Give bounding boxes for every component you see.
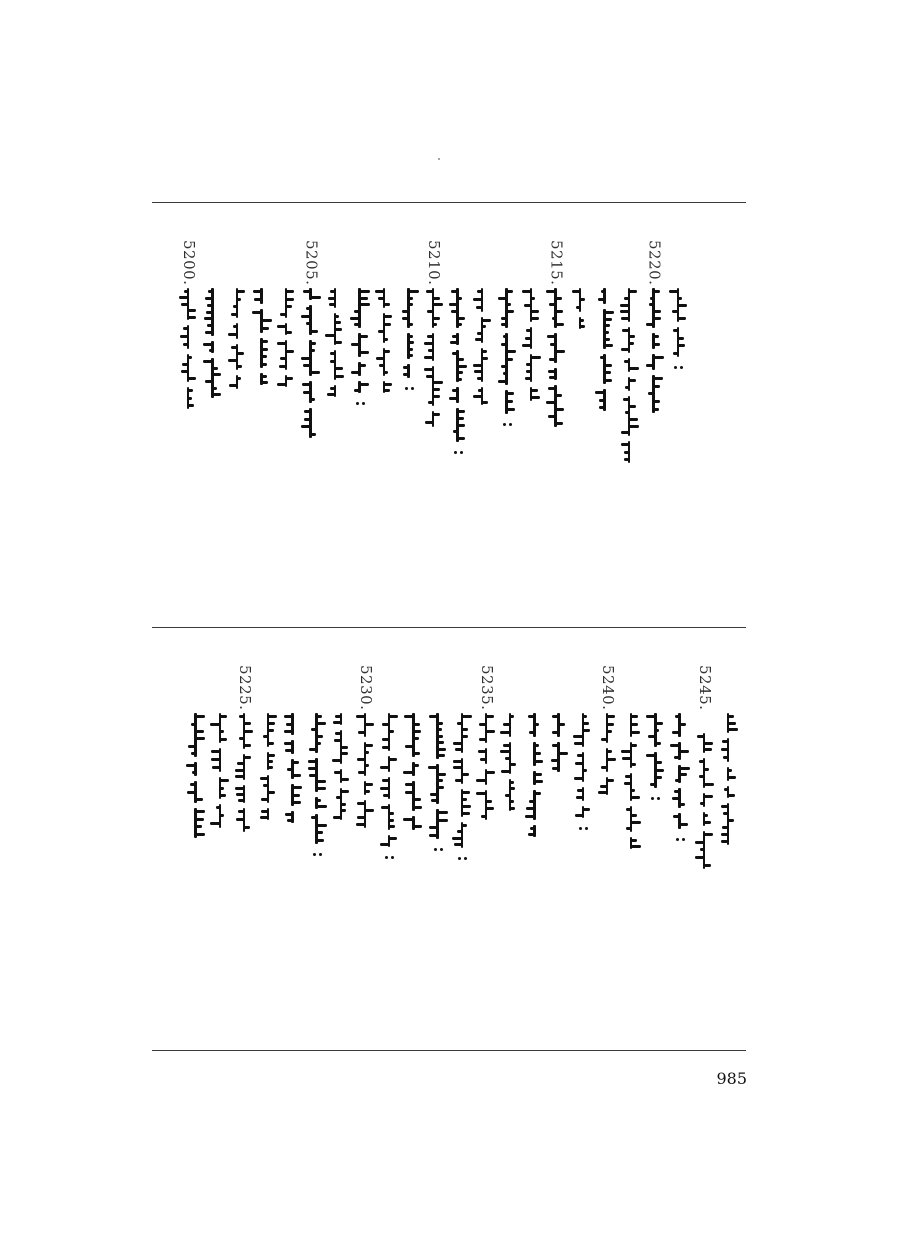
mongolian-word-glyph bbox=[453, 822, 471, 848]
mongolian-word-glyph bbox=[522, 327, 540, 349]
punctuation-mark bbox=[671, 834, 689, 848]
mongolian-word-glyph bbox=[179, 288, 197, 320]
mongolian-word-glyph bbox=[326, 313, 344, 345]
mongolian-script-line bbox=[477, 713, 495, 825]
mongolian-word-glyph bbox=[326, 385, 344, 397]
mongolian-word-glyph bbox=[179, 387, 197, 409]
mongolian-script-line bbox=[283, 713, 301, 828]
mongolian-word-glyph bbox=[547, 368, 565, 380]
mongolian-word-glyph bbox=[669, 288, 687, 322]
line-number: 5215. bbox=[547, 240, 566, 286]
mongolian-word-glyph bbox=[501, 742, 519, 774]
mongolian-script-line bbox=[525, 713, 543, 842]
rule-top bbox=[152, 202, 746, 203]
mongolian-word-glyph bbox=[332, 730, 350, 764]
mongolian-word-glyph bbox=[204, 341, 222, 353]
mongolian-word-glyph bbox=[574, 713, 592, 747]
mongolian-word-glyph bbox=[477, 790, 495, 820]
mongolian-word-glyph bbox=[400, 333, 418, 359]
mongolian-word-glyph bbox=[308, 713, 326, 753]
mongolian-word-glyph bbox=[498, 333, 516, 385]
mongolian-word-glyph bbox=[550, 713, 568, 737]
mongolian-word-glyph bbox=[547, 333, 565, 363]
mongolian-word-glyph bbox=[424, 333, 442, 361]
mongolian-word-glyph bbox=[525, 790, 543, 820]
mongolian-word-glyph bbox=[404, 762, 422, 776]
mongolian-word-glyph bbox=[179, 325, 197, 349]
mongolian-word-glyph bbox=[404, 816, 422, 830]
mongolian-word-glyph bbox=[283, 740, 301, 754]
mongolian-word-glyph bbox=[380, 756, 398, 772]
mongolian-word-glyph bbox=[424, 411, 442, 427]
mongolian-word-glyph bbox=[547, 288, 565, 328]
mongolian-script-line bbox=[400, 288, 418, 397]
mongolian-word-glyph bbox=[598, 748, 616, 772]
mongolian-script-line bbox=[380, 713, 398, 866]
mongolian-script-line bbox=[596, 288, 614, 416]
mongolian-word-glyph bbox=[356, 800, 374, 828]
mongolian-word-glyph bbox=[277, 288, 295, 318]
mongolian-word-glyph bbox=[498, 390, 516, 414]
mongolian-word-glyph bbox=[356, 742, 374, 776]
mongolian-word-glyph bbox=[477, 769, 495, 785]
mongolian-word-glyph bbox=[179, 354, 197, 382]
punctuation-mark bbox=[380, 852, 398, 866]
mongolian-script-line bbox=[259, 713, 277, 825]
mongolian-word-glyph bbox=[646, 713, 664, 747]
mongolian-word-glyph bbox=[211, 713, 229, 743]
mongolian-word-glyph bbox=[204, 288, 222, 336]
mongolian-word-glyph bbox=[187, 713, 205, 757]
mongolian-script-line bbox=[498, 288, 516, 433]
mongolian-script-line bbox=[547, 288, 565, 432]
mongolian-word-glyph bbox=[187, 762, 205, 776]
mongolian-word-glyph bbox=[671, 765, 689, 783]
mongolian-word-glyph bbox=[719, 767, 737, 781]
mongolian-script-line bbox=[277, 288, 295, 392]
mongolian-word-glyph bbox=[574, 787, 592, 801]
mongolian-word-glyph bbox=[525, 825, 543, 837]
mongolian-script-line bbox=[302, 288, 320, 443]
mongolian-word-glyph bbox=[596, 309, 614, 349]
mongolian-script-line bbox=[187, 713, 205, 843]
mongolian-word-glyph bbox=[622, 713, 640, 737]
mongolian-word-glyph bbox=[235, 785, 253, 803]
mongolian-script-line bbox=[356, 713, 374, 833]
punctuation-mark bbox=[646, 793, 664, 807]
mongolian-script-line bbox=[332, 713, 350, 825]
mongolian-word-glyph bbox=[622, 837, 640, 849]
mongolian-word-glyph bbox=[449, 288, 467, 328]
mongolian-script-line bbox=[228, 288, 246, 394]
mongolian-script-line bbox=[501, 713, 519, 816]
mongolian-word-glyph bbox=[449, 408, 467, 442]
mongolian-word-glyph bbox=[187, 808, 205, 838]
mongolian-word-glyph bbox=[332, 713, 350, 725]
mongolian-word-glyph bbox=[375, 288, 393, 308]
mongolian-word-glyph bbox=[473, 387, 491, 405]
mongolian-script-line bbox=[211, 713, 229, 833]
line-number: 5205. bbox=[302, 240, 321, 286]
mongolian-word-glyph bbox=[253, 373, 271, 385]
mongolian-word-glyph bbox=[574, 752, 592, 782]
mongolian-word-glyph bbox=[187, 781, 205, 803]
mongolian-word-glyph bbox=[400, 288, 418, 328]
mongolian-script-line bbox=[550, 713, 568, 777]
mongolian-word-glyph bbox=[356, 781, 374, 795]
mongolian-word-glyph bbox=[477, 713, 495, 743]
mongolian-word-glyph bbox=[695, 831, 713, 869]
mongolian-word-glyph bbox=[620, 377, 638, 391]
mongolian-word-glyph bbox=[571, 317, 589, 329]
mongolian-word-glyph bbox=[302, 305, 320, 335]
mongolian-word-glyph bbox=[302, 381, 320, 403]
mongolian-word-glyph bbox=[645, 354, 663, 370]
line-number: 5220. bbox=[645, 240, 664, 286]
mongolian-word-glyph bbox=[228, 323, 246, 339]
mongolian-word-glyph bbox=[501, 713, 519, 737]
mongolian-script-line bbox=[620, 288, 638, 468]
punctuation-mark bbox=[453, 853, 471, 867]
mongolian-word-glyph bbox=[400, 364, 418, 378]
mongolian-word-glyph bbox=[211, 777, 229, 799]
mongolian-word-glyph bbox=[308, 797, 326, 809]
mongolian-word-glyph bbox=[283, 811, 301, 823]
mongolian-word-glyph bbox=[473, 288, 491, 312]
mongolian-word-glyph bbox=[550, 742, 568, 772]
punctuation-mark bbox=[308, 849, 326, 863]
page-number: 985 bbox=[716, 1069, 747, 1088]
mongolian-script-line bbox=[646, 713, 664, 807]
mongolian-word-glyph bbox=[283, 759, 301, 779]
mongolian-word-glyph bbox=[351, 362, 369, 376]
mongolian-word-glyph bbox=[356, 713, 374, 737]
mongolian-word-glyph bbox=[380, 835, 398, 847]
punctuation-mark bbox=[400, 383, 418, 397]
mongolian-script-line bbox=[235, 713, 253, 837]
mongolian-word-glyph bbox=[622, 773, 640, 801]
mongolian-word-glyph bbox=[719, 713, 737, 733]
mongolian-word-glyph bbox=[669, 327, 687, 357]
mongolian-script-line bbox=[473, 288, 491, 410]
mongolian-word-glyph bbox=[622, 806, 640, 832]
lower-verse-block bbox=[160, 665, 740, 1045]
mongolian-script-line bbox=[571, 288, 589, 334]
mongolian-word-glyph bbox=[522, 387, 540, 401]
mongolian-word-glyph bbox=[429, 713, 447, 759]
mongolian-word-glyph bbox=[449, 350, 467, 382]
mongolian-word-glyph bbox=[671, 788, 689, 808]
mongolian-word-glyph bbox=[477, 748, 495, 764]
mongolian-word-glyph bbox=[453, 758, 471, 784]
mongolian-script-line bbox=[669, 288, 687, 376]
mongolian-script-line bbox=[204, 288, 222, 403]
line-number: 5225. bbox=[236, 665, 254, 711]
mongolian-word-glyph bbox=[453, 789, 471, 817]
mongolian-script-line bbox=[326, 288, 344, 402]
line-number: 5210. bbox=[425, 240, 443, 286]
mongolian-word-glyph bbox=[429, 809, 447, 839]
mongolian-word-glyph bbox=[522, 288, 540, 322]
mongolian-word-glyph bbox=[671, 813, 689, 829]
mongolian-word-glyph bbox=[646, 752, 664, 788]
mongolian-word-glyph bbox=[259, 752, 277, 770]
mongolian-script-line bbox=[253, 288, 271, 390]
mongolian-word-glyph bbox=[228, 344, 246, 370]
mongolian-word-glyph bbox=[453, 713, 471, 753]
mongolian-script-line bbox=[375, 288, 393, 398]
mongolian-word-glyph bbox=[332, 788, 350, 820]
mongolian-script-line bbox=[522, 288, 540, 406]
rule-middle bbox=[152, 627, 746, 628]
mongolian-word-glyph bbox=[326, 350, 344, 380]
rule-bottom bbox=[152, 1050, 746, 1051]
mongolian-word-glyph bbox=[204, 358, 222, 398]
mongolian-word-glyph bbox=[525, 771, 543, 785]
line-number: 5240. bbox=[599, 665, 617, 711]
mongolian-word-glyph bbox=[277, 340, 295, 370]
mongolian-word-glyph bbox=[375, 381, 393, 393]
line-number: 5200. bbox=[180, 240, 198, 286]
mongolian-word-glyph bbox=[671, 713, 689, 737]
mongolian-word-glyph bbox=[574, 806, 592, 818]
mongolian-word-glyph bbox=[235, 808, 253, 832]
mongolian-word-glyph bbox=[259, 808, 277, 820]
mongolian-word-glyph bbox=[645, 288, 663, 328]
mongolian-script-line bbox=[645, 288, 663, 418]
mongolian-script-line bbox=[179, 288, 197, 414]
mongolian-word-glyph bbox=[429, 764, 447, 804]
mongolian-word-glyph bbox=[596, 354, 614, 384]
mongolian-word-glyph bbox=[283, 713, 301, 735]
mongolian-script-line bbox=[351, 288, 369, 412]
line-number: 5245. bbox=[695, 665, 714, 711]
upper-verse-block bbox=[160, 240, 690, 620]
mongolian-word-glyph bbox=[211, 748, 229, 772]
mongolian-word-glyph bbox=[719, 786, 737, 798]
mongolian-word-glyph bbox=[525, 713, 543, 737]
mongolian-script-line bbox=[598, 713, 616, 800]
mongolian-script-line bbox=[719, 713, 737, 850]
mongolian-word-glyph bbox=[547, 385, 565, 427]
mongolian-word-glyph bbox=[235, 754, 253, 780]
mongolian-word-glyph bbox=[620, 396, 638, 436]
mongolian-word-glyph bbox=[302, 340, 320, 376]
mongolian-word-glyph bbox=[211, 804, 229, 828]
mongolian-word-glyph bbox=[571, 288, 589, 312]
mongolian-word-glyph bbox=[259, 775, 277, 803]
mongolian-word-glyph bbox=[620, 327, 638, 353]
mongolian-script-line bbox=[622, 713, 640, 854]
punctuation-mark bbox=[574, 823, 592, 837]
mongolian-word-glyph bbox=[283, 784, 301, 806]
mongolian-word-glyph bbox=[253, 288, 271, 304]
mongolian-word-glyph bbox=[235, 713, 253, 749]
mongolian-word-glyph bbox=[695, 758, 713, 788]
mongolian-script-line bbox=[453, 713, 471, 867]
mongolian-word-glyph bbox=[424, 288, 442, 328]
mongolian-word-glyph bbox=[525, 742, 543, 766]
mongolian-word-glyph bbox=[695, 793, 713, 807]
mongolian-word-glyph bbox=[620, 441, 638, 463]
mongolian-word-glyph bbox=[645, 375, 663, 413]
mongolian-word-glyph bbox=[375, 313, 393, 343]
mongolian-word-glyph bbox=[351, 381, 369, 393]
mongolian-word-glyph bbox=[302, 288, 320, 300]
line-number: 5235. bbox=[478, 665, 496, 711]
mongolian-word-glyph bbox=[598, 777, 616, 795]
mongolian-word-glyph bbox=[645, 333, 663, 349]
mongolian-word-glyph bbox=[375, 348, 393, 376]
punctuation-mark bbox=[351, 398, 369, 412]
mongolian-word-glyph bbox=[380, 777, 398, 799]
mongolian-word-glyph bbox=[695, 812, 713, 826]
mongolian-word-glyph bbox=[351, 333, 369, 357]
mongolian-word-glyph bbox=[719, 803, 737, 845]
mongolian-word-glyph bbox=[473, 348, 491, 382]
punctuation-mark bbox=[449, 447, 467, 461]
mongolian-word-glyph bbox=[522, 354, 540, 382]
punctuation-mark bbox=[429, 844, 447, 858]
mongolian-word-glyph bbox=[501, 779, 519, 811]
mongolian-word-glyph bbox=[449, 333, 467, 345]
mongolian-word-glyph bbox=[380, 804, 398, 830]
mongolian-word-glyph bbox=[277, 323, 295, 335]
mongolian-word-glyph bbox=[719, 738, 737, 762]
punctuation-mark bbox=[498, 419, 516, 433]
mongolian-word-glyph bbox=[598, 713, 616, 743]
mongolian-word-glyph bbox=[228, 375, 246, 389]
mongolian-word-glyph bbox=[596, 389, 614, 411]
mongolian-word-glyph bbox=[424, 366, 442, 406]
mongolian-word-glyph bbox=[695, 733, 713, 753]
mongolian-word-glyph bbox=[253, 309, 271, 333]
mongolian-word-glyph bbox=[380, 713, 398, 751]
mongolian-word-glyph bbox=[308, 758, 326, 792]
mongolian-word-glyph bbox=[620, 358, 638, 372]
mongolian-word-glyph bbox=[498, 288, 516, 328]
mongolian-word-glyph bbox=[404, 713, 422, 757]
mongolian-word-glyph bbox=[404, 781, 422, 811]
mongolian-word-glyph bbox=[308, 814, 326, 844]
mongolian-word-glyph bbox=[620, 288, 638, 322]
mongolian-script-line bbox=[424, 288, 442, 432]
mongolian-word-glyph bbox=[259, 713, 277, 747]
line-number: 5230. bbox=[357, 665, 375, 711]
mongolian-word-glyph bbox=[253, 338, 271, 368]
mongolian-word-glyph bbox=[326, 288, 344, 308]
mongolian-word-glyph bbox=[351, 288, 369, 328]
mongolian-word-glyph bbox=[302, 408, 320, 438]
mongolian-script-line bbox=[695, 733, 713, 874]
mongolian-script-line bbox=[671, 713, 689, 848]
mongolian-word-glyph bbox=[332, 769, 350, 783]
mongolian-script-line bbox=[574, 713, 592, 837]
mongolian-word-glyph bbox=[277, 375, 295, 387]
mongolian-word-glyph bbox=[473, 317, 491, 343]
mongolian-word-glyph bbox=[671, 742, 689, 760]
mongolian-script-line bbox=[449, 288, 467, 461]
mongolian-word-glyph bbox=[449, 387, 467, 403]
mongolian-word-glyph bbox=[622, 742, 640, 768]
punctuation-mark bbox=[669, 362, 687, 376]
mongolian-word-glyph bbox=[228, 288, 246, 318]
mongolian-script-line bbox=[308, 713, 326, 863]
stray-mark bbox=[438, 158, 440, 160]
mongolian-script-line bbox=[429, 713, 447, 858]
mongolian-script-line bbox=[404, 713, 422, 835]
mongolian-word-glyph bbox=[596, 288, 614, 304]
